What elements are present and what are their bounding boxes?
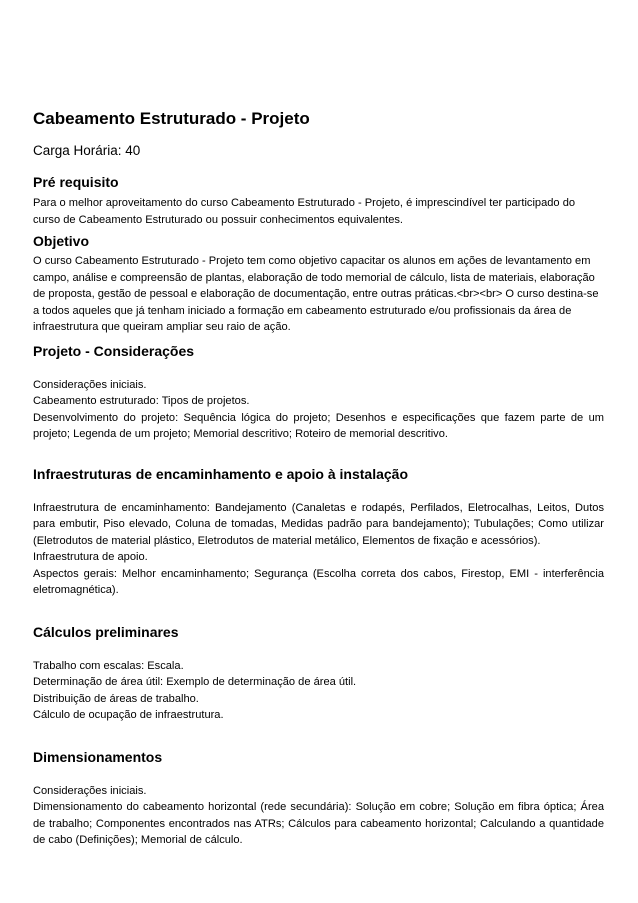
document-page — [33, 108, 604, 849]
considerations-line: Desenvolvimento do projeto: Sequência lógica do projeto; Desenhos e especificações que fazem parte de um projeto; Legenda de um projeto; Memorial descritivo; Roteiro de memorial descritivo. — [33, 411, 604, 440]
infrastructure-line: Aspectos gerais: Melhor encaminhamento; Segurança (Escolha correta dos cabos, Firestop, EMI - interferência eletromagnética). — [33, 567, 604, 596]
infrastructure-section — [33, 465, 604, 599]
calculations-line: Trabalho com escalas: Escala. — [33, 659, 184, 672]
calculations-line: Determinação de área útil: Exemplo de determinação de área útil. — [33, 676, 357, 688]
calculations-line: Distribuição de áreas de trabalho. — [33, 692, 199, 705]
page-title: Cabeamento Estruturado - Projeto — [33, 109, 310, 128]
objective-text: O curso Cabeamento Estruturado - Projeto tem como objetivo capacitar os alunos em ações de levantamento em campo, análise e compreensão de plantas, elaboração de todo memorial de cálculo, lista de materiais, elaboração de proposta, gestão de pessoal e elaboração de documentação, entre outras práticas.<br><br> O curso destina-se a todos aqueles que já tenham iniciado a formação em cabeamento estruturado e/ou profissionais da área de infraestrutura que queiram ampliar seu raio de ação. — [33, 255, 599, 333]
calculations-heading: Cálculos preliminares — [33, 623, 179, 640]
objective-heading: Objetivo — [33, 233, 90, 249]
sizing-line: Dimensionamento do cabeamento horizontal (rede secundária): Solução em cobre; Solução em fibra óptica; Área de trabalho; Componentes encontrados nas ATRs; Cálculos para cabeamento horizontal; Calculando a quantidade de cabo (Definições); Memorial de cálculo. — [33, 801, 604, 846]
infrastructure-line: Infraestrutura de encaminhamento: Bandejamento (Canaletas e rodapés, Perfilados, Eletrocalhas, Leitos, Dutos para embutir, Piso elevado, Coluna de tomadas, Medidas padrão para bandejamento); Tubulações; Como utilizar (Eletrodutos de material plástico, Eletrodutos de material metálico, Elementos de fixação e acessórios). — [33, 501, 604, 547]
considerations-section — [33, 342, 604, 443]
infrastructure-line: Infraestrutura de apoio. — [33, 551, 148, 563]
objective-section — [33, 232, 604, 336]
calculations-section — [33, 623, 604, 724]
considerations-line: Considerações iniciais. — [33, 378, 147, 391]
prerequisite-text: Para o melhor aproveitamento do curso Cabeamento Estruturado - Projeto, é imprescindível ter participado do curso de Cabeamento Estruturado ou possuir conhecimentos equivalentes. — [33, 197, 576, 226]
prerequisite-heading: Pré requisito — [33, 174, 119, 190]
sizing-line: Considerações iniciais. — [33, 784, 147, 797]
prerequisite-section — [33, 173, 604, 228]
sizing-heading: Dimensionamentos — [33, 748, 163, 765]
considerations-line: Cabeamento estruturado: Tipos de projetos. — [33, 395, 250, 407]
calculations-line: Cálculo de ocupação de infraestrutura. — [33, 709, 224, 721]
considerations-heading: Projeto - Considerações — [33, 342, 195, 359]
sizing-section — [33, 748, 604, 849]
workload-text: Carga Horária: 40 — [33, 143, 141, 158]
infrastructure-heading: Infraestruturas de encaminhamento e apoio à instalação — [33, 465, 408, 482]
